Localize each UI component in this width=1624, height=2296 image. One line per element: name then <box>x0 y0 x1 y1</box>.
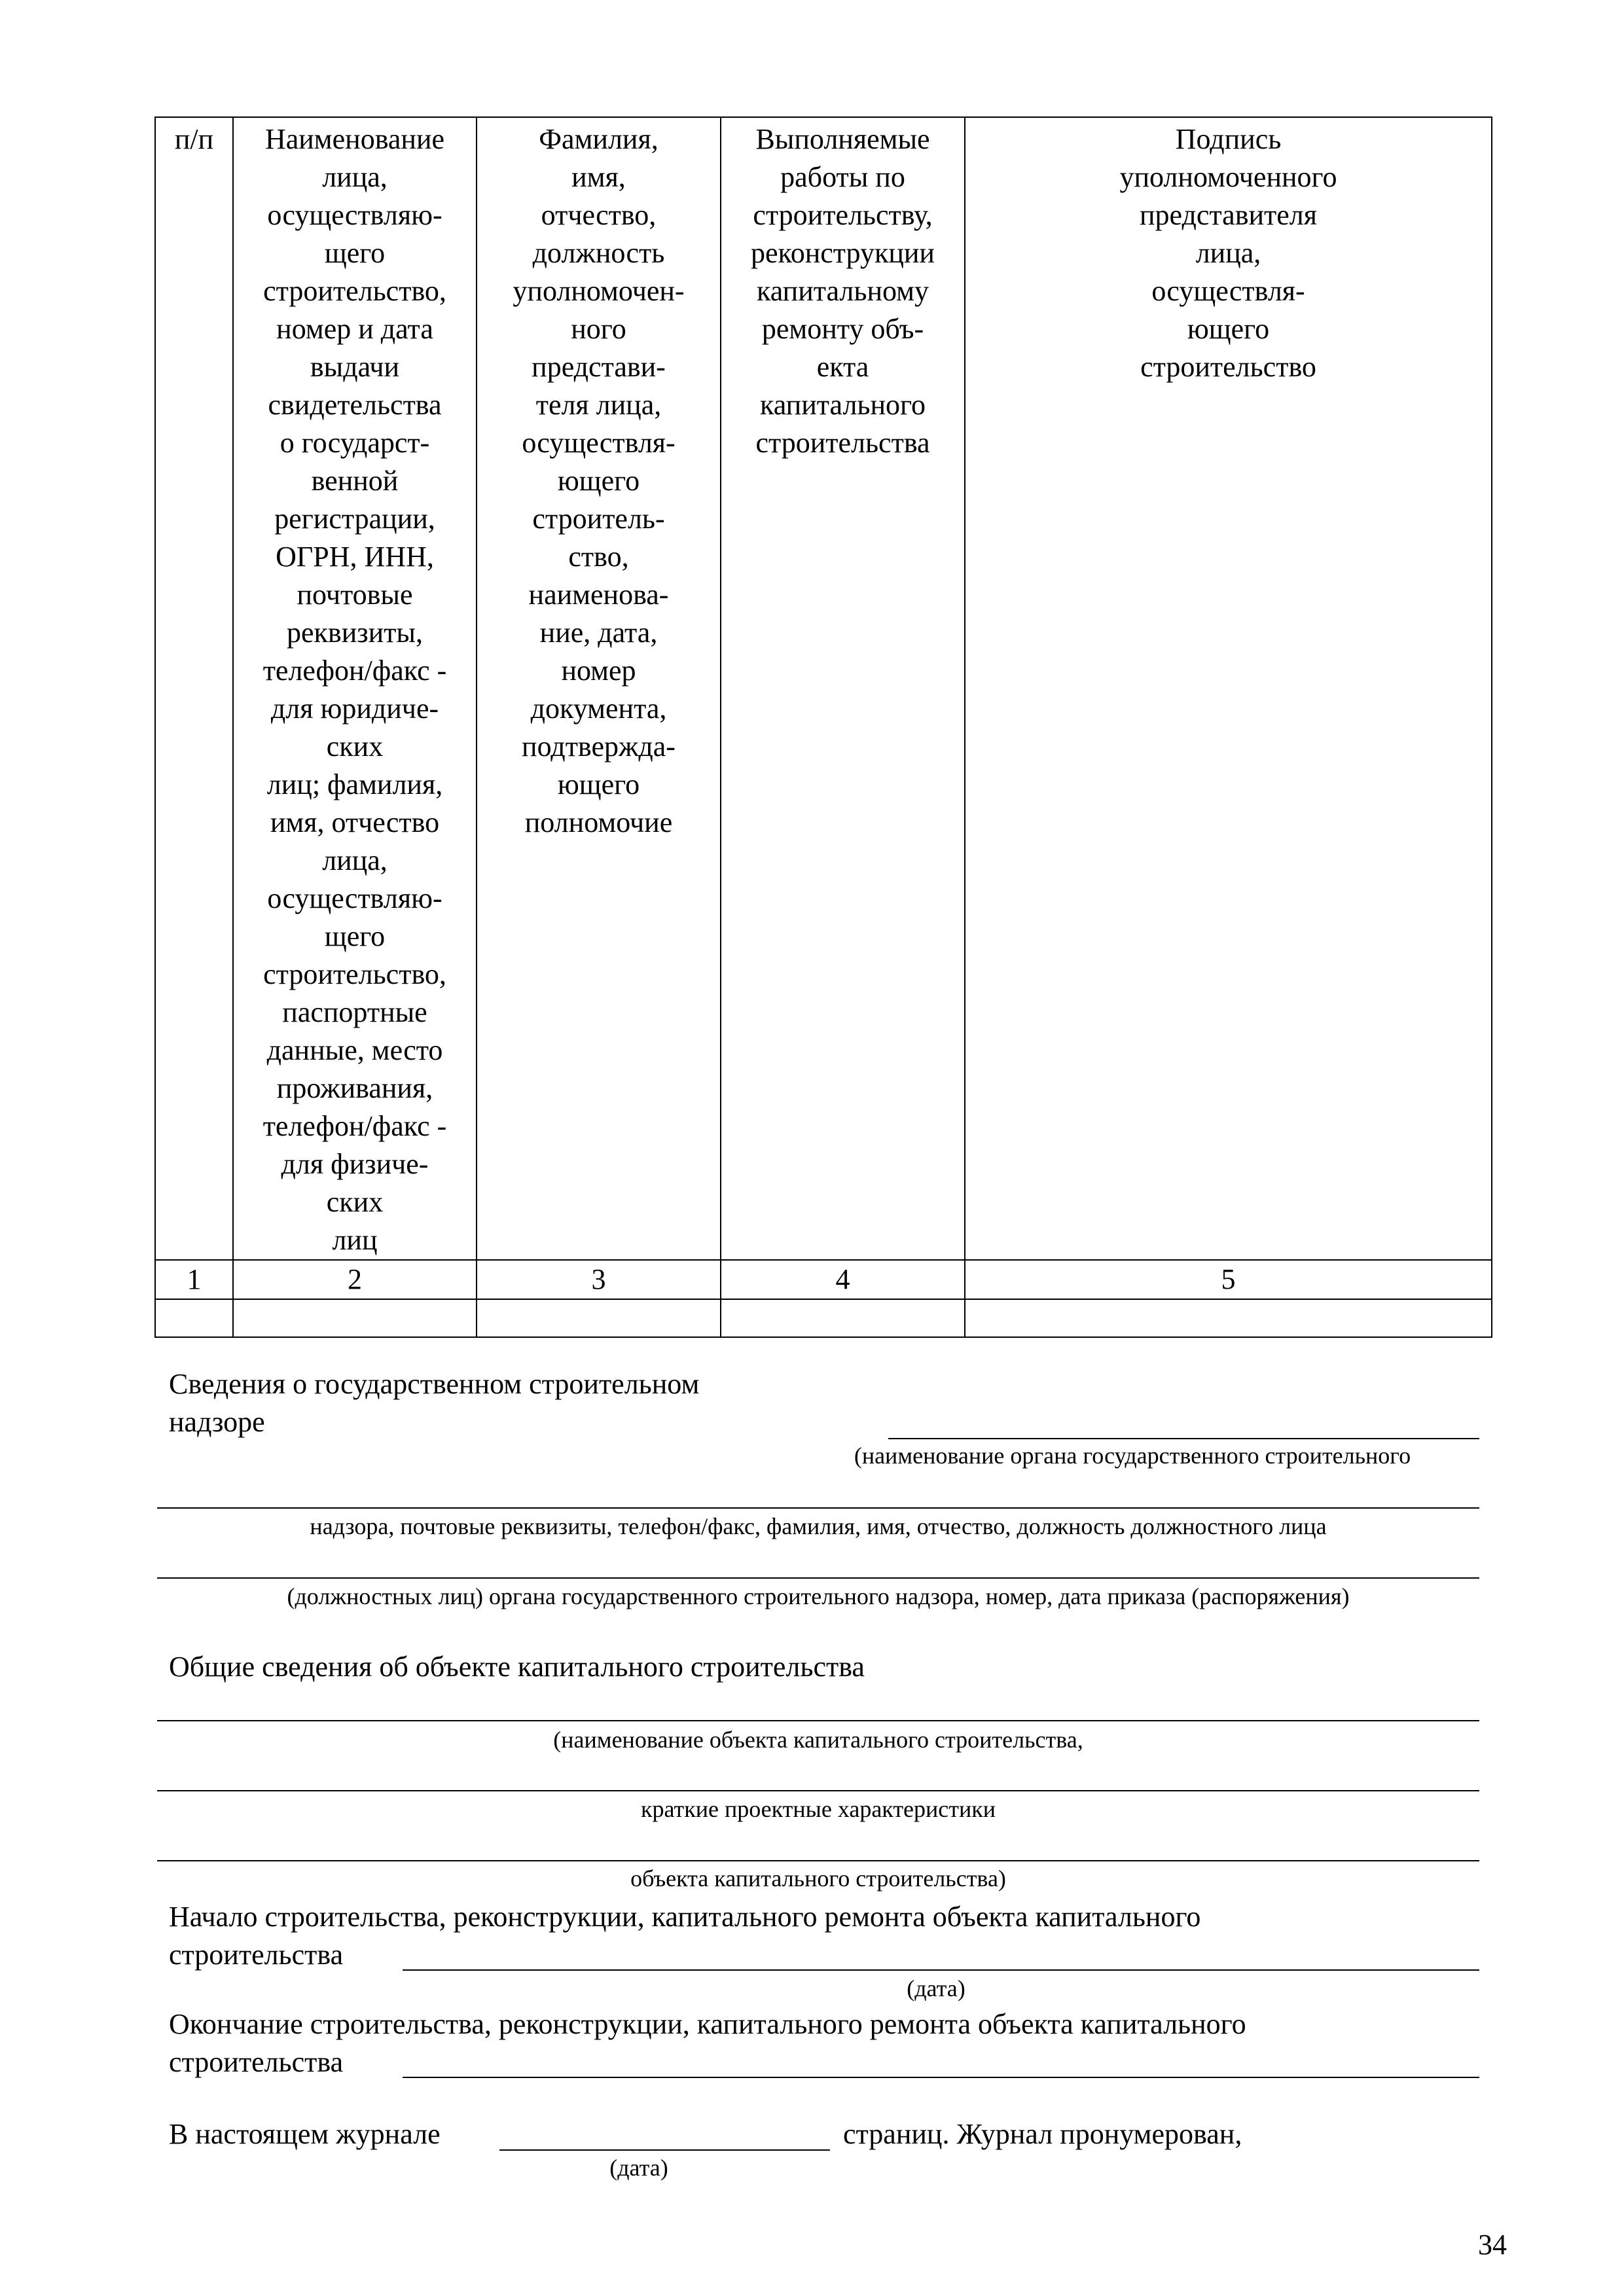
header-text-line: ного <box>571 313 626 345</box>
journal-prefix: В настоящем журнале <box>169 2118 441 2150</box>
supervision-caption3: (должностных лиц) органа государственного строительного надзора, номер, дата приказа (распоряжения) <box>287 1583 1350 1609</box>
table-number-row <box>155 1260 1492 1299</box>
object-info-heading: Общие сведения об объекте капитального строительства <box>169 1651 865 1683</box>
column-number: 5 <box>965 1260 1492 1299</box>
header-text-line: лиц <box>332 1224 378 1256</box>
header-text-line: имя, <box>571 161 626 193</box>
header-text-line: регистрации, <box>274 503 435 535</box>
header-text-line: Выполняемые <box>755 123 930 155</box>
header-text-line: представителя <box>1140 199 1317 231</box>
header-text-line: имя, отчество <box>270 806 440 838</box>
object-characteristics-field[interactable] <box>157 1790 1479 1791</box>
header-text-line: строительству, <box>753 199 933 231</box>
object-characteristics-field-2[interactable] <box>157 1860 1479 1861</box>
header-text-line: проживания, <box>276 1072 433 1104</box>
header-text-line: ющего <box>1187 313 1270 345</box>
header-text-line: строительства <box>755 427 930 459</box>
header-text-line: ских <box>326 730 384 762</box>
header-text-line: щего <box>324 920 386 952</box>
table-cell[interactable] <box>233 1299 477 1337</box>
object-name-field[interactable] <box>157 1720 1479 1721</box>
construction-persons-table <box>154 117 1492 1338</box>
header-text-line: осуществля- <box>522 427 676 459</box>
table-cell[interactable] <box>965 1299 1492 1337</box>
header-text-line: паспортные <box>282 996 427 1028</box>
end-line2: строительства <box>169 2046 344 2078</box>
header-text-line: уполномоченного <box>1119 161 1337 193</box>
header-text-line: строительство <box>1140 351 1316 383</box>
header-text-line: представи- <box>532 351 666 383</box>
header-text-line: телефон/факс - <box>262 655 447 687</box>
header-text-line: щего <box>324 237 386 269</box>
end-date-field[interactable] <box>403 2077 1479 2078</box>
header-text-line: выдачи <box>310 351 400 383</box>
table-cell[interactable] <box>477 1299 721 1337</box>
table-cell[interactable] <box>721 1299 965 1337</box>
header-text-line: документа, <box>530 692 667 725</box>
header-text-line: ских <box>326 1186 384 1218</box>
column-number: 4 <box>721 1260 965 1299</box>
header-text-line: ОГРН, ИНН, <box>276 541 434 573</box>
header-text-line: о государст- <box>280 427 430 459</box>
header-text-line: данные, место <box>266 1034 443 1066</box>
header-text-line: строитель- <box>532 503 665 535</box>
start-date-caption: (дата) <box>907 1975 965 2001</box>
header-cell-works <box>721 117 965 1260</box>
start-date-field[interactable] <box>403 1969 1479 1971</box>
page-number: 34 <box>1478 2229 1507 2261</box>
header-text-line: реквизиты, <box>287 617 423 649</box>
header-text-line: осуществля- <box>1151 275 1305 307</box>
header-text-line: строительство, <box>263 958 446 990</box>
header-text-line: отчество, <box>541 199 657 231</box>
header-text-line: осуществляю- <box>267 199 442 231</box>
header-text-line: екта <box>816 351 869 383</box>
supervision-caption2: надзора, почтовые реквизиты, телефон/факс, фамилия, имя, отчество, должность должностного лица <box>310 1513 1327 1539</box>
header-text-line: лица, <box>322 844 388 876</box>
table-cell[interactable] <box>155 1299 233 1337</box>
header-text-line: номер <box>561 655 636 687</box>
header-cell-number <box>155 117 233 1260</box>
header-text-line: капитального <box>760 389 926 421</box>
header-text-line: ющего <box>557 465 640 497</box>
header-text-line: свидетельства <box>268 389 442 421</box>
supervision-authority-field[interactable] <box>888 1438 1479 1439</box>
header-text-line: лиц; фамилия, <box>266 768 443 800</box>
header-cell-builder-name <box>233 117 477 1260</box>
supervision-details-field[interactable] <box>157 1507 1479 1509</box>
header-text-line: Подпись <box>1175 123 1282 155</box>
header-text-line: лица, <box>1195 237 1261 269</box>
header-text-line: ние, дата, <box>539 617 658 649</box>
header-text-line: ство, <box>568 541 629 573</box>
header-cell-representative <box>477 117 721 1260</box>
header-text-line: теля лица, <box>535 389 662 421</box>
header-text-line: ремонту объ- <box>761 313 924 345</box>
start-line2: строительства <box>169 1939 344 1971</box>
header-cell-signature <box>965 117 1492 1260</box>
start-line1: Начало строительства, реконструкции, капитального ремонта объекта капитального <box>169 1901 1201 1933</box>
journal-date-caption: (дата) <box>609 2155 668 2181</box>
header-text-line: осуществляю- <box>267 882 442 914</box>
table-header-row <box>155 117 1492 1260</box>
object-caption2: краткие проектные характеристики <box>640 1796 996 1822</box>
column-number: 2 <box>233 1260 477 1299</box>
header-text-line: п/п <box>174 123 214 155</box>
header-text-line: подтвержда- <box>522 730 676 762</box>
header-text-line: ющего <box>557 768 640 800</box>
header-text-line: реконструкции <box>751 237 935 269</box>
journal-suffix: страниц. Журнал пронумерован, <box>843 2118 1242 2150</box>
header-text-line: Фамилия, <box>539 123 659 155</box>
supervision-caption1: (наименование органа государственного строительного <box>854 1443 1411 1469</box>
supervision-order-field[interactable] <box>157 1577 1479 1579</box>
supervision-heading-line2: надзоре <box>169 1406 265 1438</box>
object-caption1: (наименование объекта капитального строительства, <box>553 1727 1083 1753</box>
header-text-line: капитальному <box>756 275 929 307</box>
header-text-line: полномочие <box>524 806 673 838</box>
journal-pages-field[interactable] <box>499 2149 830 2151</box>
supervision-heading-line1: Сведения о государственном строительном <box>169 1368 700 1400</box>
column-number: 3 <box>477 1260 721 1299</box>
column-number: 1 <box>155 1260 233 1299</box>
header-text-line: лица, <box>322 161 388 193</box>
object-caption3: объекта капитального строительства) <box>630 1865 1006 1892</box>
header-text-line: строительство, <box>263 275 446 307</box>
end-line1: Окончание строительства, реконструкции, капитального ремонта объекта капитального <box>169 2008 1246 2040</box>
header-text-line: телефон/факс - <box>262 1110 447 1142</box>
header-text-line: работы по <box>780 161 905 193</box>
header-text-line: наименова- <box>528 579 669 611</box>
table-row <box>155 1299 1492 1337</box>
header-text-line: должность <box>532 237 665 269</box>
header-text-line: уполномочен- <box>513 275 685 307</box>
header-text-line: номер и дата <box>276 313 433 345</box>
header-text-line: венной <box>311 465 399 497</box>
header-text-line: для физиче- <box>281 1148 429 1180</box>
header-text-line: почтовые <box>297 579 413 611</box>
header-text-line: для юридиче- <box>270 692 439 725</box>
header-text-line: Наименование <box>264 123 445 155</box>
